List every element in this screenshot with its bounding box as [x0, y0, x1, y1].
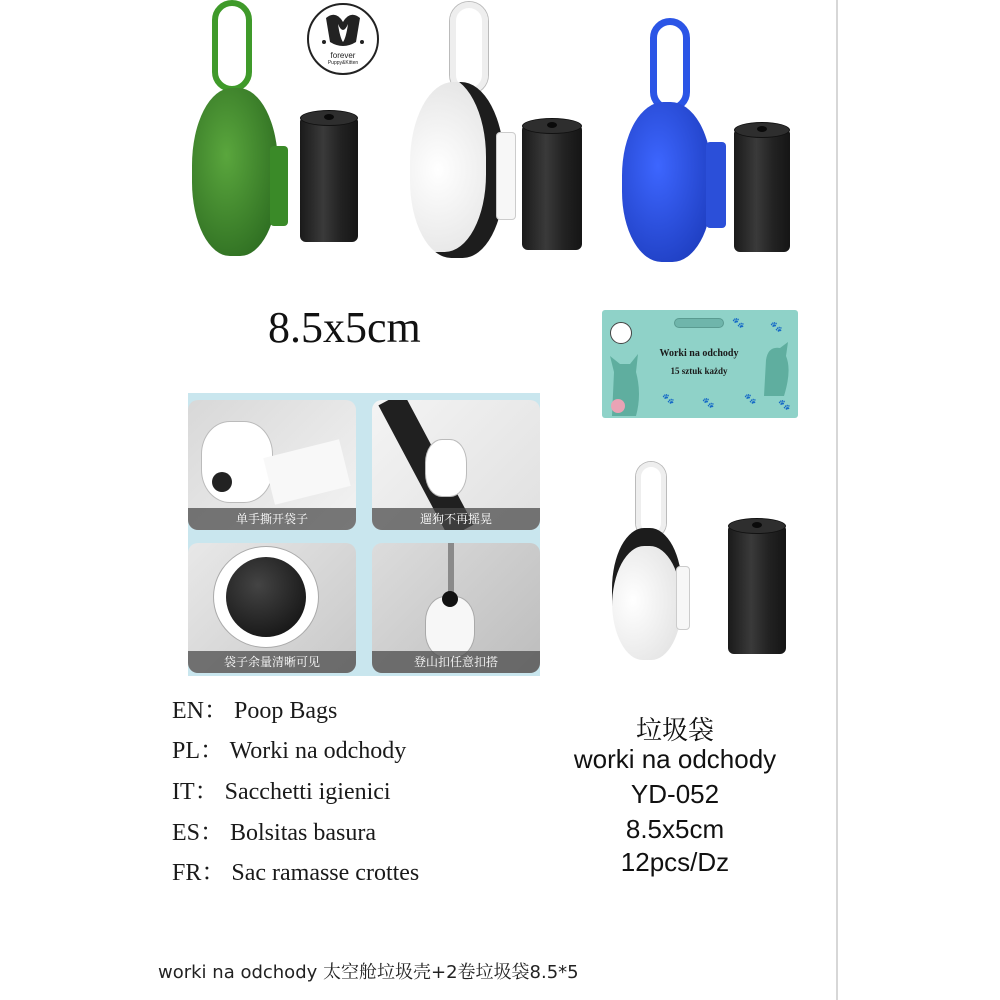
blue-dispenser	[620, 18, 730, 262]
paw-icon: 🐾	[702, 398, 715, 409]
green-dispenser-clip	[270, 146, 288, 226]
white-carabiner-icon	[450, 2, 488, 94]
photo-caption: 单手撕开袋子	[188, 508, 356, 530]
spec-name: worki na odchody	[573, 744, 777, 774]
photo-leash	[372, 400, 540, 530]
paw-icon: 🐾	[732, 318, 745, 329]
photo-caption: 袋子余量清晰可见	[188, 651, 356, 673]
brand-logo	[306, 2, 380, 76]
spec-pack: 12pcs/Dz	[620, 847, 730, 877]
photo-bag-level	[188, 543, 356, 673]
package-label-line1: Worki na odchody	[659, 348, 739, 359]
product-dispenser	[612, 462, 694, 666]
brand-logo-word: forever	[330, 51, 356, 60]
product-carabiner-icon	[636, 462, 666, 538]
spec-chinese-name: 垃圾袋	[635, 716, 714, 746]
product-roll	[728, 524, 786, 654]
green-dispenser-body	[192, 88, 278, 256]
brand-logo-tagline: Puppy&Kitten	[327, 60, 359, 66]
photo-carabiner	[372, 543, 540, 673]
lang-es: ES： Bolsitas basura	[172, 820, 376, 846]
bag-package	[602, 310, 798, 418]
blue-carabiner-icon	[650, 18, 690, 112]
photo-caption: 登山扣任意扣搭	[372, 651, 540, 673]
lang-it: IT： Sacchetti igienici	[172, 779, 391, 805]
white-roll	[522, 124, 582, 250]
white-dispenser-body	[410, 82, 504, 258]
blue-dispenser-body	[622, 102, 712, 262]
feature-photo-grid	[188, 393, 540, 676]
size-heading: 8.5x5cm	[268, 303, 421, 352]
product-dispenser-body	[612, 528, 682, 660]
green-carabiner-icon	[212, 0, 252, 92]
product-caption: worki na odchody 太空舱垃圾壳+2卷垃圾袋8.5*5	[158, 962, 579, 983]
photo-caption: 遛狗不再摇晃	[372, 508, 540, 530]
lang-fr: FR： Sac ramasse crottes	[172, 860, 420, 886]
package-label-line2: 15 sztuk każdy	[670, 366, 728, 376]
lang-en: EN： Poop Bags	[172, 698, 338, 724]
product-dispenser-clip	[676, 566, 690, 630]
cat-silhouette-icon	[606, 350, 646, 416]
package-logo-icon	[610, 322, 632, 344]
green-roll	[300, 116, 358, 242]
paw-icon: 🐾	[770, 322, 783, 333]
spec-model: YD-052	[630, 779, 720, 809]
paw-icon: 🐾	[744, 394, 757, 405]
paw-icon: 🐾	[662, 394, 675, 405]
lang-pl: PL： Worki na odchody	[172, 738, 407, 764]
photo-tear-bag	[188, 400, 356, 530]
spec-size: 8.5x5cm	[625, 814, 725, 844]
package-hang-slot	[674, 318, 724, 328]
white-dispenser-clip	[496, 132, 516, 220]
blue-dispenser-clip	[706, 142, 726, 228]
dog-silhouette-icon	[754, 340, 794, 396]
side-panel	[838, 0, 1000, 1000]
blue-roll	[734, 128, 790, 252]
white-dispenser	[410, 2, 520, 260]
paw-icon: 🐾	[778, 400, 791, 411]
green-dispenser	[190, 0, 290, 260]
